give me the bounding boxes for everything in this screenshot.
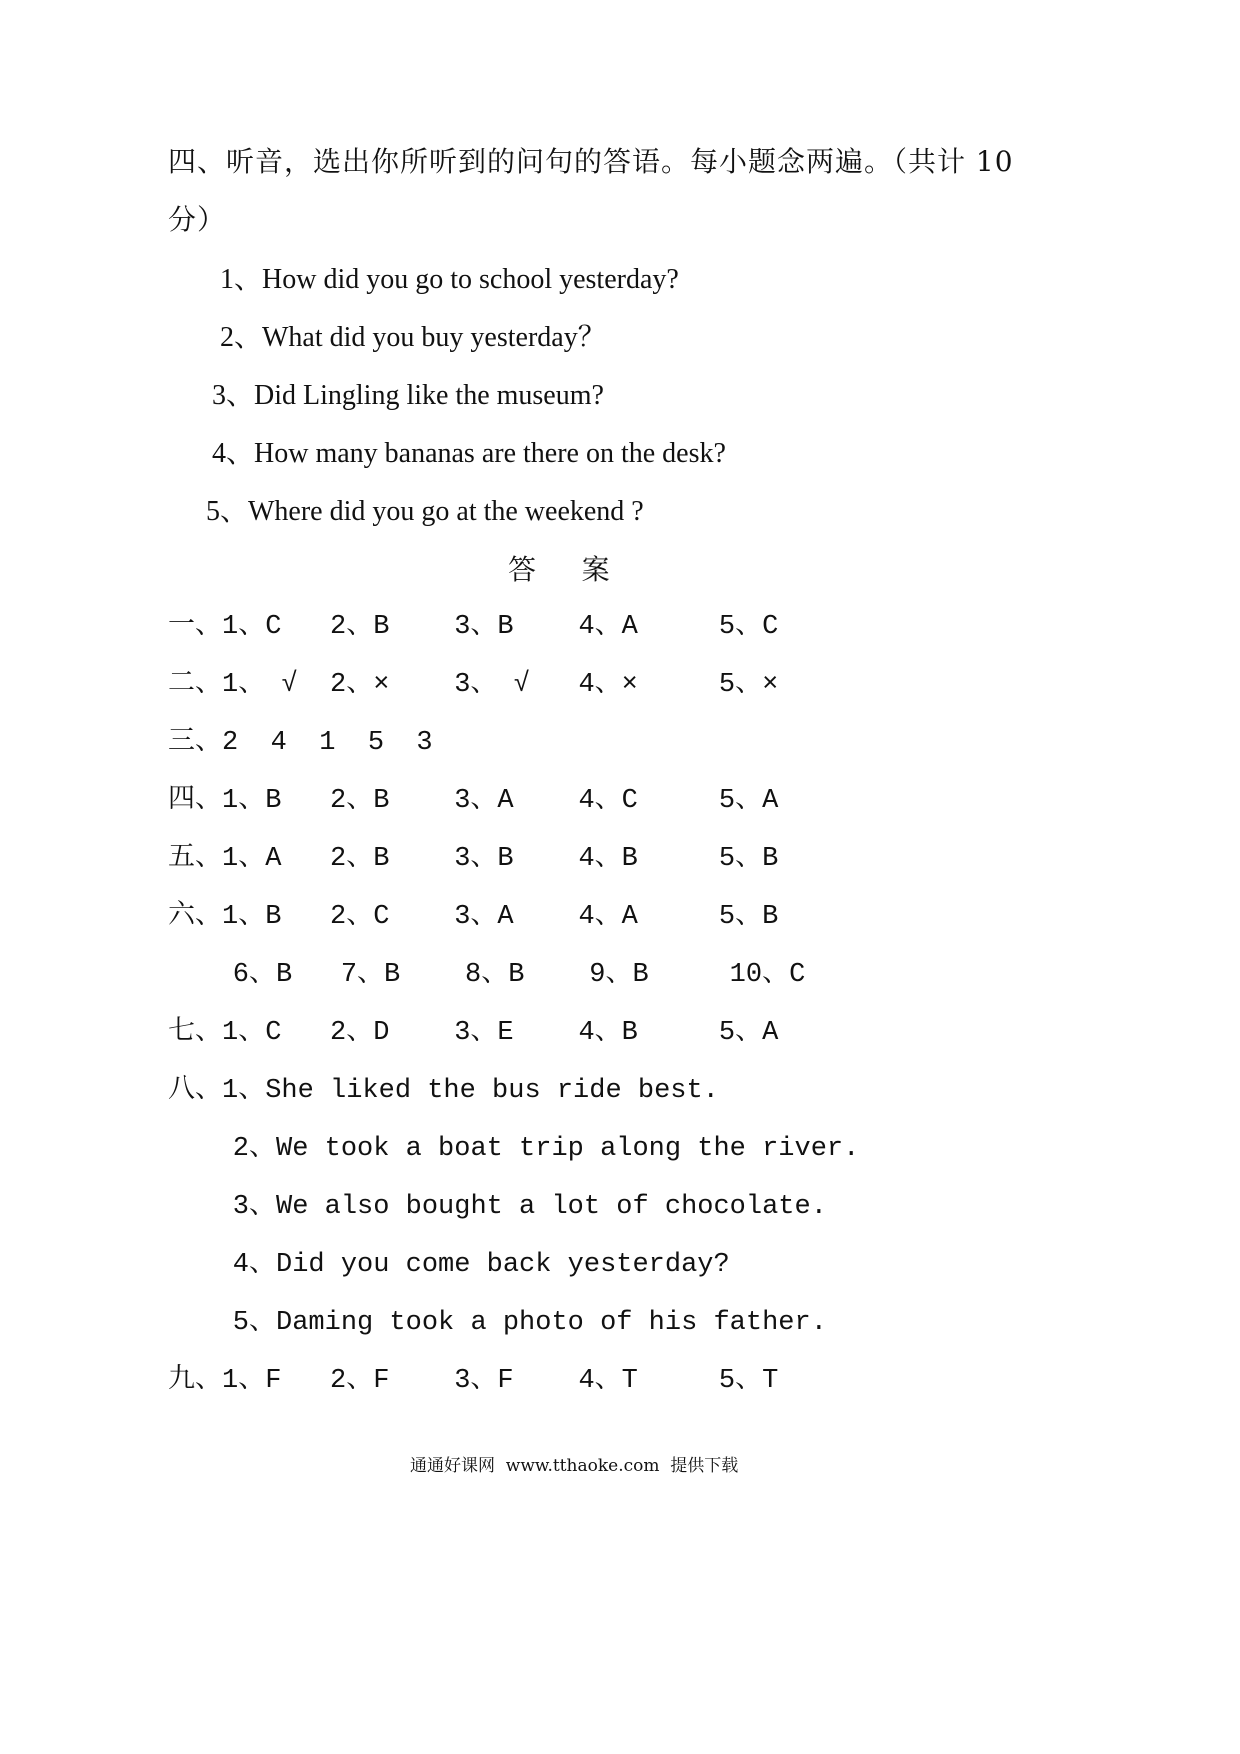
answer-line-6: 六、1、B 2、C 3、A 4、A 5、B [168, 902, 779, 932]
question-2: 2、What did you buy yesterday？ [220, 322, 606, 353]
listening-heading-line1: 四、听音，选出你所听到的问句的答语。每小题念两遍。（共计 10 [168, 145, 1014, 178]
answer-line-1: 一、1、C 2、B 3、B 4、A 5、C [168, 612, 779, 642]
question-4: 4、How many bananas are there on the desk? [212, 438, 726, 469]
answer-line-3: 三、2 4 1 5 3 [168, 728, 433, 758]
answer-line-10: 2、We took a boat trip along the river. [168, 1134, 860, 1164]
listening-heading-line2: 分） [168, 203, 227, 236]
answer-line-2: 二、1、 √ 2、× 3、 √ 4、× 5、× [168, 670, 779, 700]
question-5: 5、Where did you go at the weekend ? [206, 496, 644, 527]
question-1: 1、How did you go to school yesterday? [220, 264, 679, 295]
answer-line-7: 6、B 7、B 8、B 9、B 10、C [168, 960, 806, 990]
answer-line-11: 3、We also bought a lot of chocolate. [168, 1192, 827, 1222]
answer-line-5: 五、1、A 2、B 3、B 4、B 5、B [168, 844, 779, 874]
answer-line-14: 九、1、F 2、F 3、F 4、T 5、T [168, 1366, 779, 1396]
answer-line-12: 4、Did you come back yesterday? [168, 1250, 730, 1280]
answer-line-8: 七、1、C 2、D 3、E 4、B 5、A [168, 1018, 779, 1048]
footer-download-note: 通通好课网 www.tthaoke.com 提供下载 [410, 1456, 739, 1476]
answer-line-9: 八、1、She liked the bus ride best. [168, 1076, 719, 1106]
answer-line-13: 5、Daming took a photo of his father. [168, 1308, 827, 1338]
answer-line-4: 四、1、B 2、B 3、A 4、C 5、A [168, 786, 779, 816]
answers-title: 答 案 [508, 553, 612, 586]
question-3: 3、Did Lingling like the museum? [212, 380, 604, 411]
